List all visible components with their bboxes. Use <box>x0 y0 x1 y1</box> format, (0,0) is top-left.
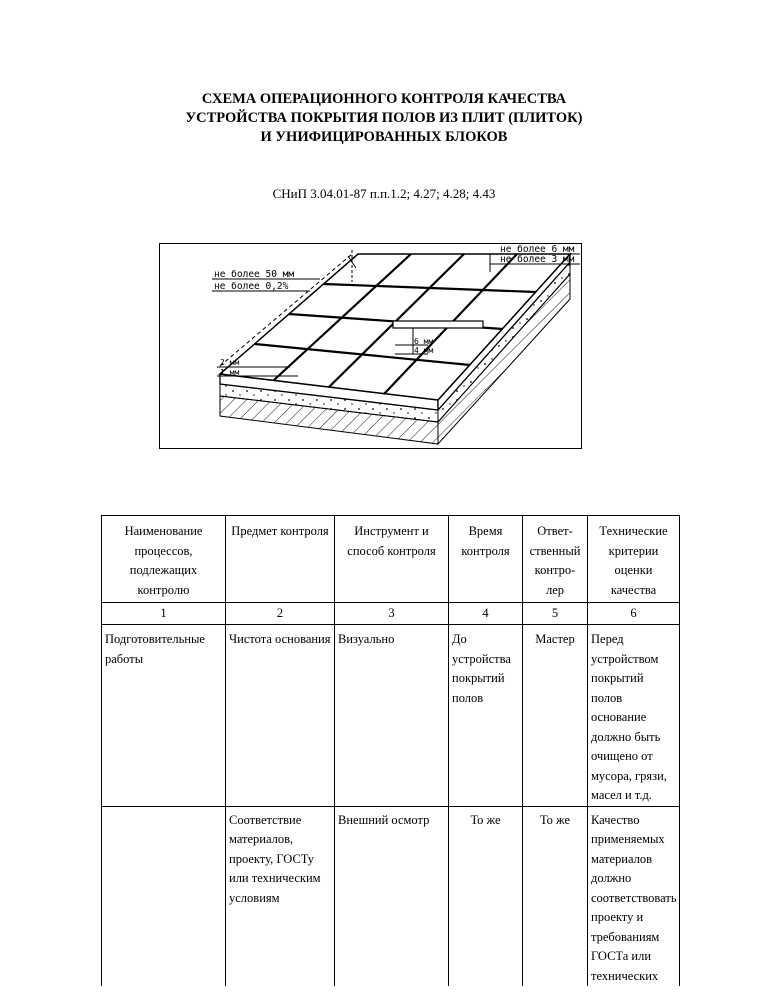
label-2mm: 2 мм <box>220 358 240 367</box>
cell-tool: Визуально <box>335 625 449 807</box>
column-number: 3 <box>335 603 449 625</box>
header-time: Время контроля <box>449 516 523 603</box>
cell-subject: Соответствие материалов, проекту, ГОСТу или техническим условиям <box>226 806 335 986</box>
header-tool: Инструмент и способ контроля <box>335 516 449 603</box>
column-number: 6 <box>588 603 680 625</box>
column-number: 2 <box>226 603 335 625</box>
cell-subject: Чистота основания <box>226 625 335 807</box>
label-max-3mm: не более 3 мм <box>500 254 575 265</box>
quality-control-table <box>101 515 680 986</box>
table-row <box>102 625 680 807</box>
label-4mm: 4 мм <box>414 346 434 355</box>
floor-tile-diagram <box>159 243 582 449</box>
column-number: 4 <box>449 603 523 625</box>
label-max-02pct: не более 0,2% <box>214 281 289 292</box>
column-number: 5 <box>523 603 588 625</box>
table-header-row <box>102 516 680 603</box>
header-controller: Ответ-ственный контро-лер <box>523 516 588 603</box>
header-process: Наименование процессов, подлежащих контролю <box>102 516 226 603</box>
column-number: 1 <box>102 603 226 625</box>
table-row <box>102 806 680 986</box>
title-line-3: И УНИФИЦИРОВАННЫХ БЛОКОВ <box>260 129 508 145</box>
cell-criteria: Качество применяемых материалов должно соответствовать проекту и требованиям ГОСТа или технических <box>588 806 680 986</box>
title-line-1: СХЕМА ОПЕРАЦИОННОГО КОНТРОЛЯ КАЧЕСТВА <box>201 91 567 107</box>
cell-criteria: Перед устройством покрытий полов основание должно быть очищено от мусора, грязи, масел и т.д. <box>588 625 680 807</box>
cell-tool: Внешний осмотр <box>335 806 449 986</box>
cell-process <box>102 806 226 986</box>
floor-tile-drawing <box>160 244 580 447</box>
snip-reference: СНиП 3.04.01-87 п.п.1.2; 4.27; 4.28; 4.43 <box>272 186 496 201</box>
column-number-row <box>102 603 680 625</box>
cell-controller: Мастер <box>523 625 588 807</box>
label-1mm: 1 мм <box>220 368 240 377</box>
straightedge-rule <box>393 321 483 328</box>
title-line-2: УСТРОЙСТВА ПОКРЫТИЯ ПОЛОВ ИЗ ПЛИТ (ПЛИТОК) <box>185 110 583 126</box>
cell-time: До устройства покрытий полов <box>449 625 523 807</box>
label-max-6mm: не более 6 мм <box>500 244 575 255</box>
header-subject: Предмет контроля <box>226 516 335 603</box>
label-max-50mm: не более 50 мм <box>214 269 295 280</box>
header-criteria: Технические критерии оценки качества <box>588 516 680 603</box>
cell-process: Подготовительные работы <box>102 625 226 807</box>
label-6mm: 6 мм <box>414 337 434 346</box>
document-title <box>0 90 768 147</box>
cell-time: То же <box>449 806 523 986</box>
cell-controller: То же <box>523 806 588 986</box>
